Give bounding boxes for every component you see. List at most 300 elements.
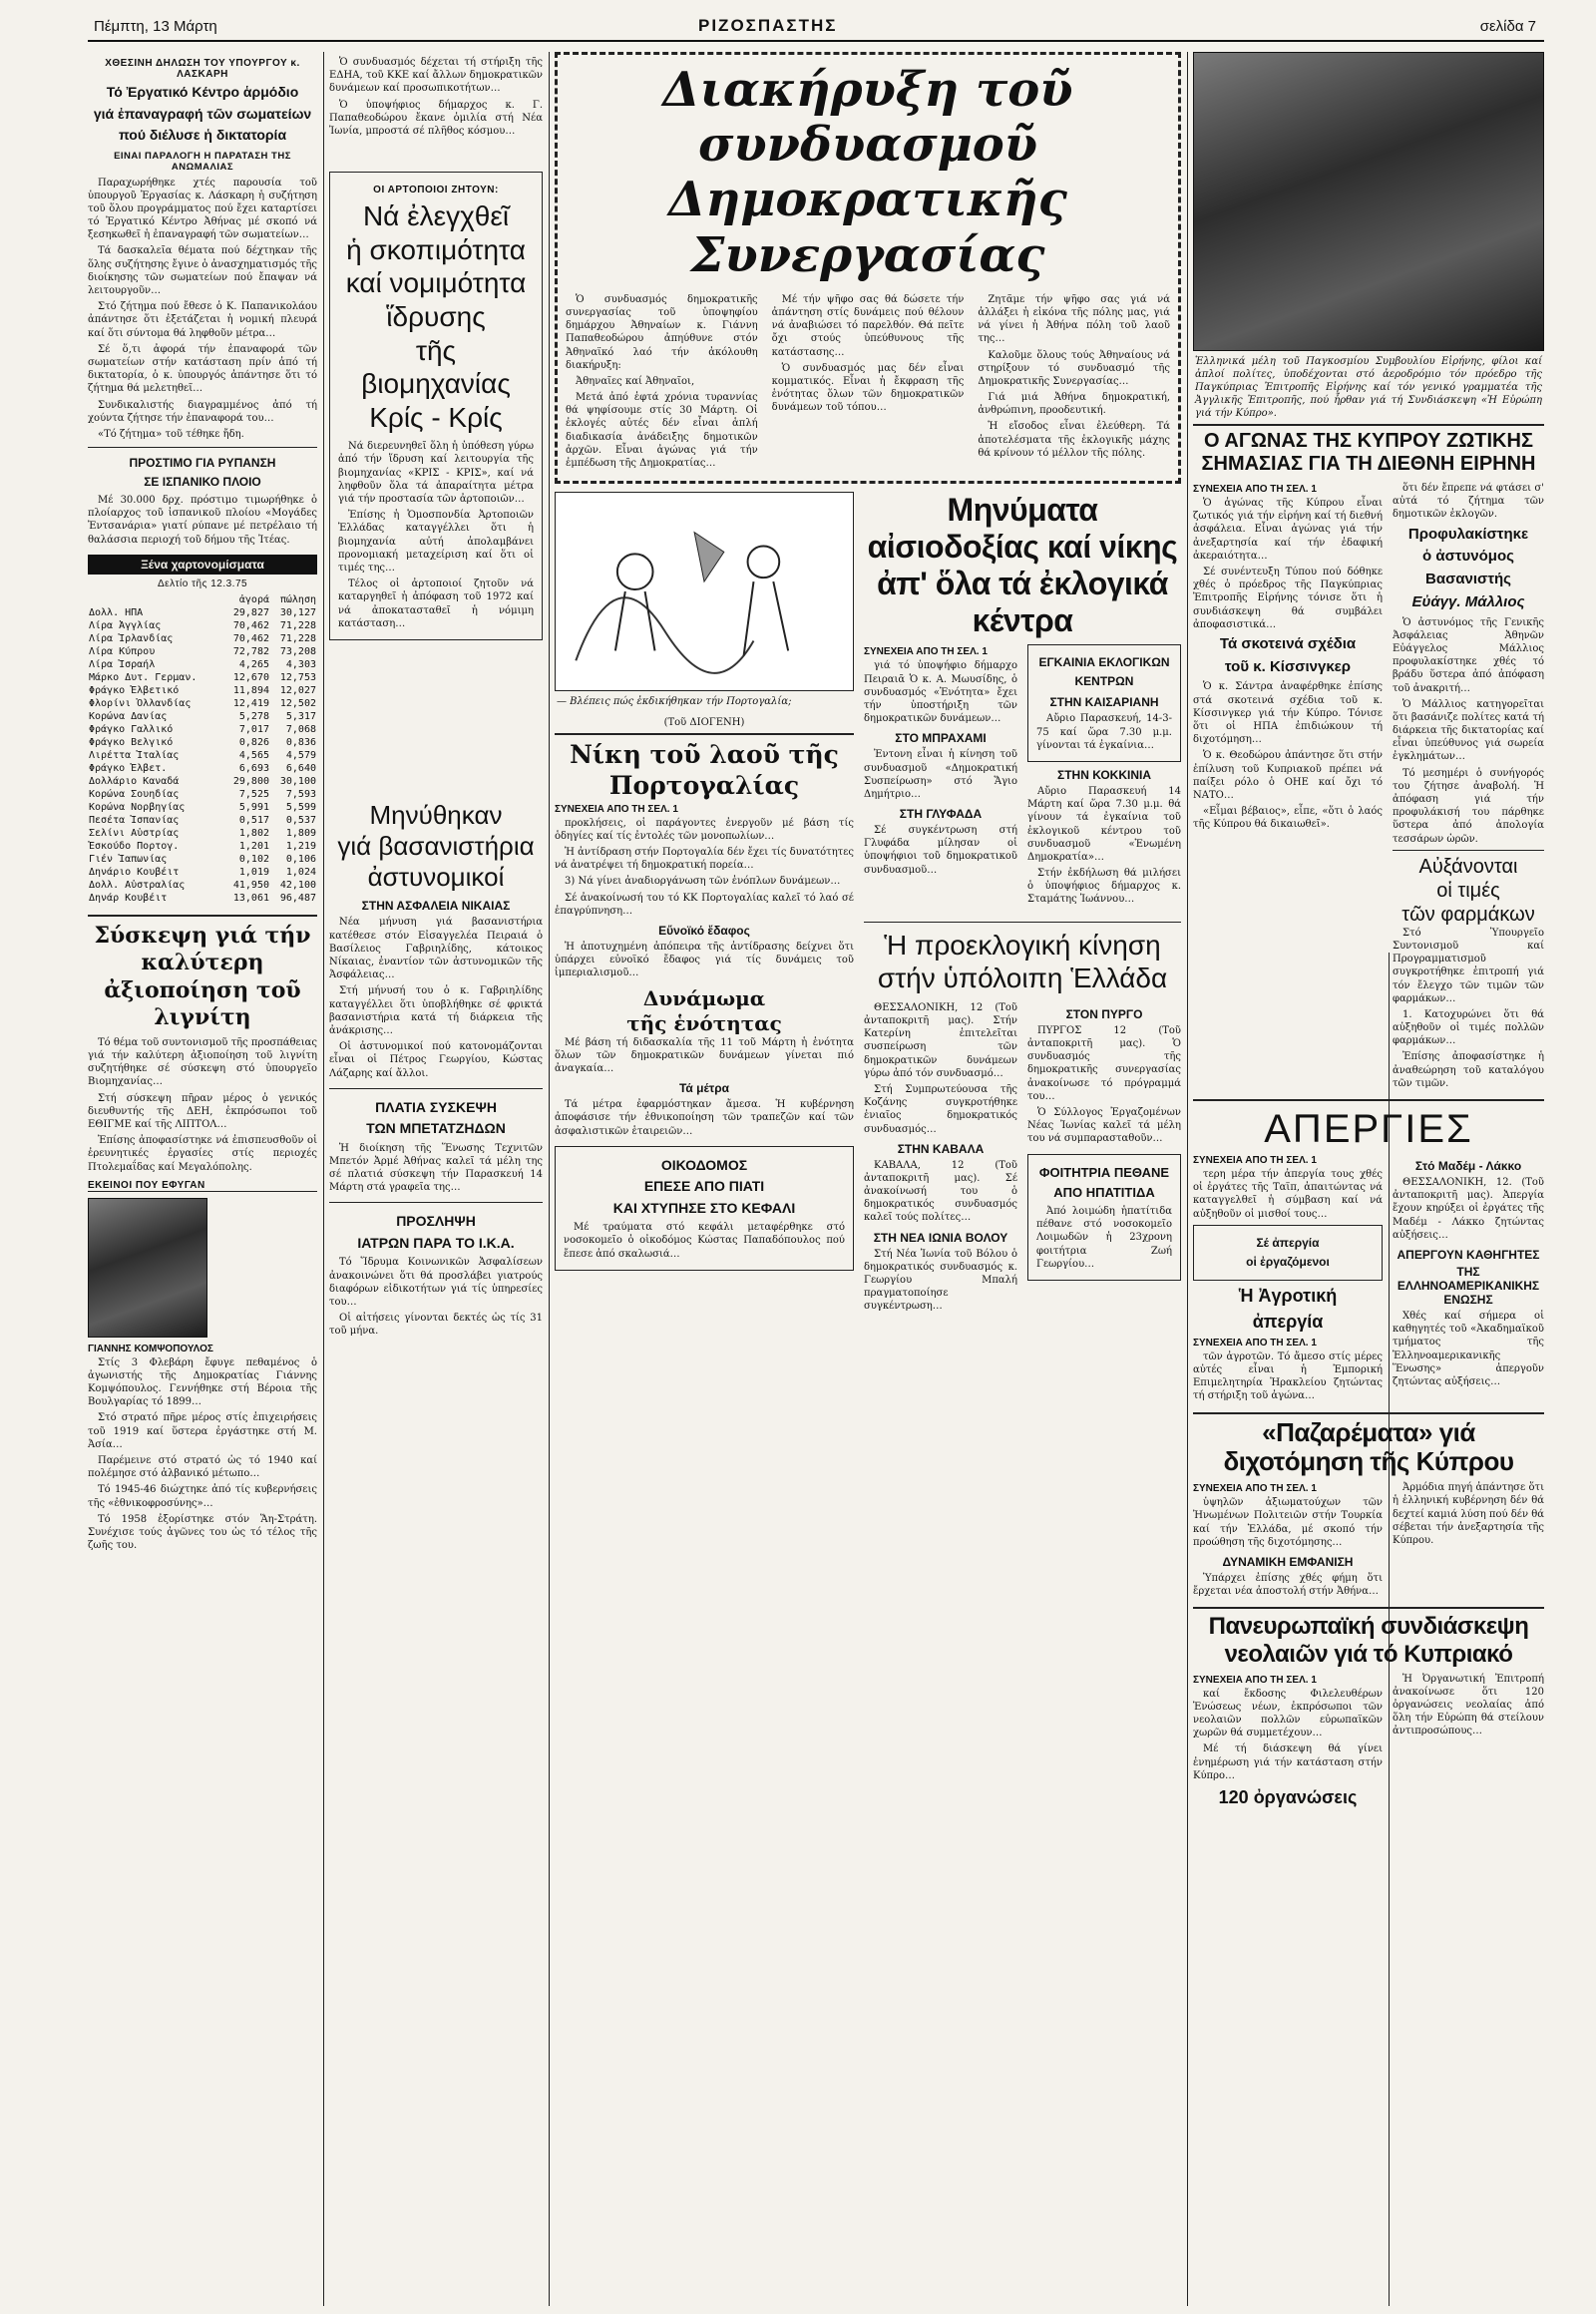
article-title: ΠΛΑΤΙΑ ΣΥΣΚΕΨΗ: [375, 1098, 497, 1115]
rates-cell-sell: 6,640: [285, 762, 316, 774]
rates-cell-name: Λίρα Ἰσραήλ: [89, 658, 156, 670]
article-title: ΦΟΙΤΗΤΡΙΑ ΠΕΘΑΝΕ: [1038, 1164, 1170, 1180]
article-drug-prices: [1393, 850, 1544, 1090]
rates-cell-buy: 0,517: [238, 814, 269, 826]
paragraph: Ζητᾶμε τήν ψῆφο σας γιά νά ἀλλάξει ἡ εἰκόνα τῆς πόλης μας, γιά νά γίνει ἡ Ἀθήνα πόλη τοῦ λαοῦ της…: [978, 293, 1171, 345]
paragraph: προκλήσεις, οἱ παράγοντες ἐνεργοῦν μέ βάση τίς ὁδηγίες καί τίς ἐντολές τῶν μονοπωλίων…: [555, 817, 854, 842]
rates-cell-buy: 7,525: [238, 788, 269, 800]
rates-cell-name: Φράγκο Ἑλβετ.: [89, 762, 168, 774]
paragraph: Ἡ Ὀργανωτική Ἐπιτροπή ἀνακοίνωσε ὅτι 120 ὀργανώσεις νεολαίας ἀπό ὅλη τήν Εὐρώπη θά στείλουν ἀντιπροσώπους…: [1393, 1673, 1544, 1737]
lead-lower: [555, 492, 1181, 1316]
paragraph: Νά διερευνηθεῖ ὅλη ἡ ὑπόθεση γύρω ἀπό τήν ἵδρυση καί λειτουργία τῆς βιομηχανίας «ΚΡΙΣ - ΚΡΙΣ», καί νά ληφθοῦν ὅλα τά ἀπαραίτητα μέτρα γιά τήν προστασία τῶν ἀρτοποιῶν…: [338, 441, 534, 506]
paragraph: Σέ συγκέντρωση στή Γλυφάδα μίλησαν οἱ ὑποψήφιοι τοῦ δημοκρατικοῦ συνδυασμοῦ…: [864, 825, 1017, 876]
paragraph: Μέ τραύματα στό κεφάλι μεταφέρθηκε στό νοσοκομεῖο ὁ οἰκοδόμος Κώστας Παπαδόπουλος πού ἔπεσε ἀπό σκαλωσιά…: [564, 1222, 845, 1260]
rates-cell-name: Φράγκο Βελγικό: [89, 736, 174, 748]
section-subhead: ΣΤΟΝ ΠΥΡΓΟ: [1065, 1006, 1143, 1021]
optimism-column: [864, 492, 1181, 1316]
paragraph: Αὔριο Παρασκευή 14 Μάρτη καί ὥρα 7.30 μ.μ. θά γίνουν τά ἐγκαίνια τοῦ ἐκλογικοῦ κέντρου τοῦ συνδυασμοῦ «Ἑνωμένη Δημοκρατία»…: [1027, 785, 1181, 863]
section-subhead: ἀπεργία: [1252, 1312, 1324, 1333]
paragraph: Ὁ κ. Θεοδώρου ἀπάντησε ὅτι στήν ἐπίλυση τοῦ Κυπριακοῦ πρέπει νά παίξει ρόλο ὁ ΟΗΕ καί ὄχι τό ΝΑΤΟ…: [1193, 750, 1383, 801]
rates-cell-buy: 70,462: [232, 619, 269, 631]
section-subhead: ΣΤΗΝ ΚΑΒΑΛΑ: [897, 1141, 985, 1156]
cyprus-police-row: [1193, 482, 1544, 1093]
exchange-rates: [88, 555, 317, 905]
photo-caption: Ἑλληνικά μέλη τοῦ Παγκοσμίου Συμβουλίου Εἰρήνης, φίλοι καί ἀπλοί πολίτες, ὑποδέχονται στό ἀεροδρόμιο τόν πρόεδρο τῆς Παγκύπριας Ἐπιτροπῆς Εἰρήνης καί τόν γενικό γραμματέα τῆς Ἀγγλικῆς Ἐπιτροπῆς, πού ἦρθαν γιά τή Συνδιάσκεψη «Ἡ Εὐρώπη γιά τήν Κύπρο».: [1195, 356, 1542, 419]
rates-cell-sell: 12,027: [279, 684, 316, 696]
article-title: ἡ σκοπιμότητα: [346, 233, 526, 265]
rates-cell-sell: 12,753: [279, 671, 316, 683]
paragraph: «Τό ζήτημα» τοῦ τέθηκε ἤδη.: [98, 428, 244, 440]
paragraph: Ἐπίσης ἀποφασίστηκε νά ἐπισπευσθοῦν οἱ ἐρευνητικές ἐργασίες στίς περιοχές Πτολεμαΐδας καί Μεγαλόπολης.: [88, 1135, 317, 1173]
rates-row: [88, 645, 317, 658]
rates-cell-name: Δολλάριο Καναδά: [89, 775, 180, 787]
portugal-column: [555, 492, 854, 1316]
paragraph: ὑψηλῶν ἀξιωματούχων τῶν Ἠνωμένων Πολιτειῶν στήν Τουρκία καί τήν Ἑλλάδα, μέ σκοπό τήν προώθηση τῆς διχοτόμησης…: [1193, 1497, 1383, 1548]
article-title: ΤΩΝ ΜΠΕΤΑΤΖΗΔΩΝ: [366, 1120, 506, 1137]
rates-cell-name: Σελίνι Αὐστρίας: [89, 827, 180, 839]
rates-row: [88, 749, 317, 762]
rates-cell-name: Κορώνα Σουηδίας: [89, 788, 180, 800]
section-subhead: ΔΥΝΑΜΙΚΗ ΕΜΦΑΝΙΣΗ: [1222, 1555, 1354, 1570]
rates-cell-name: Φλορίνι Ὁλλανδίας: [89, 697, 192, 709]
section-subhead: ΣΤΟ ΜΠΡΑΧΑΜΙ: [895, 731, 987, 746]
column-rule: [1187, 52, 1188, 2306]
paragraph: Ὁ συνδυασμός δημοκρατικῆς συνεργασίας τοῦ ὑποψηφίου δημάρχου Ἀθηναίων κ. Γιάννη Παπαθεοδώρου ἀπηύθυνε στόν Ἀθηναϊκό λαό τήν ἀκόλουθη διακήρυξη:: [566, 293, 758, 371]
paragraph: Ἐπίσης ἀποφασίστηκε ἡ ἀναθεώρηση τοῦ καταλόγου τῶν τιμῶν.: [1393, 1051, 1544, 1089]
rates-row: [88, 736, 317, 749]
article-title: Μηνύθηκαν: [369, 799, 503, 830]
paragraph: τῶν ἀγροτῶν. Τό ἄμεσο στίς μέρες αὐτές εἶναι ἡ Ἐμπορική Επιμελητηρία Ἡρακλείου ζητώντας τή στήριξη τοῦ ἀγώνα…: [1193, 1350, 1383, 1402]
article-title: ΕΠΕΣΕ ΑΠΟ ΠΙΑΤΙ: [643, 1178, 765, 1195]
paragraph: Μετά ἀπό ἑφτά χρόνια τυραννίας θά ψηφίσουμε στίς 30 Μάρτη. Οἱ ἐκλογές αὐτές δέν εἶναι ἁπλή διαδικασία ἀνάδειξης δημοτικῶν ἀρχῶν. Εἶναι ἀγώνας γιά τήν ἐμπέδωση τῆς Δημοκρατίας…: [566, 392, 758, 469]
rates-cell-sell: 71,228: [279, 619, 316, 631]
paragraph: Ἡ ἀποτυχημένη ἀπόπειρα τῆς ἀντίδρασης δείχνει ὅτι ὑπάρχει εὐνοϊκό ἔδαφος γιά τίς δυνάμεις τοῦ ἰμπεριαλισμοῦ…: [555, 942, 854, 979]
paragraph: Σέ ἀνακοίνωσή του τό ΚΚ Πορτογαλίας καλεῖ τό λαό σέ ἐπαγρύπνηση…: [555, 892, 854, 917]
paragraph: Νέα μήνυση γιά βασανιστήρια κατέθεσε στόν Εἰσαγγελέα Πειραιά ὁ Βασίλειος Γαβριηλίδης, κάτοικος Νίκαιας, ἐναντίον τῶν ἀστυνομικῶν τῆς Ἀσφάλειας…: [329, 917, 543, 981]
article-province: [864, 922, 1181, 1317]
section-subhead: ΣΤΗΝ ΚΟΚΚΙΝΙΑ: [1057, 767, 1151, 782]
rates-cell-sell: 1,809: [285, 827, 316, 839]
rates-row: [88, 632, 317, 645]
rates-cell-sell: 73,208: [279, 645, 316, 657]
paragraph: Τό 1945-46 διώχτηκε ἀπό τίς κυβερνήσεις τῆς «ἐθνικοφροσύνης»…: [88, 1484, 317, 1509]
paragraph: Στή σύσκεψη πῆραν μέρος ὁ γενικός διευθυντής τῆς ΔΕΗ, ἐκπρόσωποι τοῦ ΕΘΙΓΜΕ καί τῆς ΛΙΠΤΟΛ…: [88, 1092, 317, 1130]
paragraph: Ὁ Σύλλογος Ἐργαζομένων Νέας Ἰωνίας καλεῖ τά μέλη του νά συμπαρασταθοῦν…: [1027, 1106, 1181, 1145]
article-title: Ο ΑΓΩΝΑΣ ΤΗΣ ΚΥΠΡΟΥ ΖΩΤΙΚΗΣ: [1193, 424, 1544, 453]
article-title: ἀξιοποίηση τοῦ λιγνίτη: [104, 976, 301, 1031]
paragraph: Στίς 3 Φλεβάρη ἔφυγε πεθαμένος ὁ ἀγωνιστής τῆς Δημοκρατίας Γιάννης Κομψόπουλος. Γεννήθηκε στή Βέροια τῆς Βουλγαρίας τό 1899…: [88, 1356, 317, 1408]
article-dateline: ΣΥΝΕΧΕΙΑ ΑΠΟ ΤΗ ΣΕΛ. 1: [1193, 1337, 1317, 1349]
section-subhead: ΣΤΗ ΓΛΥΦΑΔΑ: [899, 807, 983, 822]
article-title: τῆς βιομηχανίας: [361, 334, 511, 400]
section-subhead: Στό Μαδέμ - Λάκκο: [1414, 1159, 1522, 1173]
cartoon-drawing: [556, 493, 853, 690]
paragraph: Συνδικαλιστής διαγραμμένος ἀπό τή χούντα ζήτησε τήν ἐπαναφορά του…: [88, 399, 317, 424]
paragraph: Τά μέτρα ἐφαρμόστηκαν ἄμεσα. Ἡ κυβέρνηση ἀποφάσισε τήν ἐθνικοποίηση τῶν τραπεζῶν καί τῶν ἀσφαλιστικῶν ἑταιρειῶν…: [555, 1099, 854, 1137]
paragraph: ΠΥΡΓΟΣ 12 (Τοῦ ἀνταποκριτῆ μας). Ὁ συνδυασμός τῆς δημοκρατικῆς συνεργασίας ἀνακοίνωσε τό πρόγραμμά του…: [1027, 1024, 1181, 1102]
article-title: ΠΡΟΣΤΙΜΟ ΓΙΑ ΡΥΠΑΝΣΗ: [129, 456, 276, 471]
paragraph: Στή Συμπρωτεύουσα τῆς Κοζάνης συγκροτήθηκε ἑνιαῖος δημοκρατικός συνδυασμός…: [864, 1083, 1017, 1135]
section-subhead: 120 ὀργανώσεις: [1218, 1786, 1358, 1807]
rates-cell-name: Ἐσκούδο Πορτογ.: [89, 840, 180, 852]
article-title: Νίκη τοῦ λαοῦ τῆς Πορτογαλίας: [570, 740, 839, 801]
header-rule: [88, 40, 1544, 42]
paragraph: Τό θέμα τοῦ συντονισμοῦ τῆς προσπάθειας γιά τήν καλύτερη ἀξιοποίηση τοῦ λιγνίτη συζητήθηκε σέ σύσκεψη στό ὑπουργεῖο Βιομηχανίας…: [88, 1036, 317, 1088]
box-title: οἱ ἐργαζόμενοι: [1246, 1254, 1330, 1269]
rates-cell-buy: 12,419: [232, 697, 269, 709]
paragraph: Σέ ὅ,τι ἀφορά τήν ἐπαναφορά τῶν σωματείων στήν κατάσταση πρίν ἀπό τή δικτατορία, ὁ κ. ὑπουργός ἀπάντησε ὅτι τό ζήτημα θά μελετηθεῖ…: [88, 343, 317, 395]
section-subhead: ΑΠΕΡΓΟΥΝ ΚΑΘΗΓΗΤΕΣ: [1396, 1247, 1540, 1262]
article-dateline: ΣΥΝΕΧΕΙΑ ΑΠΟ ΤΗ ΣΕΛ. 1: [1193, 1483, 1317, 1495]
paragraph: Καλοῦμε ὅλους τούς Ἀθηναίους νά στηρίξουν τό συνδυασμό τῆς Δημοκρατικῆς Συνεργασίας…: [978, 349, 1171, 387]
article-kicker: ΧΘΕΣΙΝΗ ΔΗΛΩΣΗ ΤΟΥ ΥΠΟΥΡΓΟΥ κ. ΛΑΣΚΑΡΗ: [105, 58, 300, 80]
rates-cell-sell: 12,502: [279, 697, 316, 709]
rates-row: [88, 879, 317, 892]
article-youth-conference: [1193, 1607, 1544, 1812]
article-title: ΟΙΚΟΔΟΜΟΣ: [660, 1156, 748, 1173]
article-title: καί νομιμότητα: [345, 267, 527, 299]
rates-cell-name: Φράγκο Γαλλικό: [89, 723, 174, 735]
article-title: γιά βασανιστήρια: [337, 831, 535, 862]
rates-cell-buy: 6,693: [238, 762, 269, 774]
rates-cell-sell: 1,219: [285, 840, 316, 852]
paragraph: Στό Ὑπουργεῖο Συντονισμοῦ καί Προγραμματισμοῦ συγκροτήθηκε ἐπιτροπή γιά τόν ἔλεγχο τῶν τιμῶν τῶν φαρμάκων…: [1393, 927, 1544, 1004]
paragraph: Τό Ἵδρυμα Κοινωνικῶν Ἀσφαλίσεων ἀνακοινώνει ὅτι θά προσλάβει γιατρούς διαφόρων εἰδικοτήτων γιά τίς ὑπηρεσίες του…: [329, 1257, 543, 1309]
paragraph: Μέ τή διάσκεψη θά γίνει ἐνημέρωση γιά τήν κατάσταση στήν Κύπρο…: [1193, 1743, 1383, 1781]
rates-cell-buy: 70,462: [232, 632, 269, 644]
paragraph: Στό ζήτημα πού ἔθεσε ὁ Κ. Παπανικολάου ἀπάντησε ὅτι ἐξετάζεται ἡ νομική πλευρά καί ὅτι σύντομα θά ληφθοῦν μέτρα…: [88, 301, 317, 339]
rates-row: [88, 723, 317, 736]
rates-cell-sell: 1,024: [285, 866, 316, 878]
portrait-photo: [88, 1198, 207, 1338]
paragraph: Οἱ αἰτήσεις γίνονται δεκτές ὡς τίς 31 τοῦ μήνα.: [329, 1313, 543, 1338]
paragraph: «Εἶμαι βέβαιος», εἶπε, «ὅτι ὁ λαός τῆς Κύπρου θά δικαιωθεῖ».: [1193, 806, 1383, 831]
rates-cell-buy: 4,565: [238, 749, 269, 761]
section-subhead: ΣΤΗ ΝΕΑ ΙΩΝΙΑ ΒΟΛΟΥ: [873, 1230, 1008, 1245]
paragraph: Ἀθηναῖες καί Ἀθηναῖοι,: [576, 375, 695, 387]
rates-cell-name: Πεσέτα Ἰσπανίας: [89, 814, 180, 826]
article-title: ΠΡΟΣΛΗΨΗ: [396, 1213, 476, 1230]
rates-cell-sell: 0,537: [285, 814, 316, 826]
rates-cell-buy: 29,800: [232, 775, 269, 787]
rates-cell-buy: 7,017: [238, 723, 269, 735]
paragraph: Μέ 30.000 δρχ. πρόστιμο τιμωρήθηκε ὁ πλοίαρχος τοῦ ἱσπανικοῦ πλοίου «Μογάδες Ἐντσανάρια» γιατί ρύπανε μέ πετρέλαιο τή θαλάσσια περιοχή τοῦ δήμου τῆς Ἰτέας.: [88, 495, 317, 546]
article-title: Βασανιστής: [1425, 571, 1511, 588]
rates-row: [88, 684, 317, 697]
paragraph: Μέ βάση τή διδασκαλία τῆς 11 τοῦ Μάρτη ἡ ἑνότητα ὅλων τῶν δημοκρατικῶν δυνάμεων γίνεται πιό ἀναγκαία…: [555, 1036, 854, 1074]
article-bakers: [329, 172, 543, 640]
paragraph: Ἡ ἀντίδραση στήν Πορτογαλία δέν ἔχει τίς δυνατότητες νά ἀνατρέψει τή δημοκρατική πορεία…: [555, 847, 854, 872]
rates-row: [88, 788, 317, 801]
article-title: Ἡ προεκλογική κίνηση: [884, 929, 1161, 961]
rates-cell-name: Γιέν Ἰαπωνίας: [89, 853, 168, 865]
article-title: ἀστυνομικοί: [367, 862, 505, 893]
paragraph: γιά τό ὑποψήφιο δήμαρχο Πειραιᾶ Ὁ κ. Α. Μωυσίδης, ὁ συνδυασμός «Ἑνότητα» ἔχει τήν ὑποστήριξη τῶν δημοκρατικῶν δυνάμεων…: [864, 660, 1017, 725]
article-title: Νά ἐλεγχθεῖ: [362, 200, 510, 232]
article-title: Εὐάγγ. Μάλλιος: [1411, 592, 1525, 610]
rates-cell-sell: 96,487: [279, 892, 316, 904]
paragraph: τερη μέρα τήν ἀπεργία τους χθές οἱ ἐργάτες τῆς Ταϊπ, ἀπαιτώντας νά καταγγελθεῖ ἡ σύμβαση καί νά αὐξηθοῦν οἱ μισθοί τους…: [1193, 1169, 1383, 1220]
rates-cell-name: Λίρα Ἰρλανδίας: [89, 632, 174, 644]
rates-cell-name: Λίρα Κύπρου: [89, 645, 156, 657]
rates-cell-sell: 5,599: [285, 801, 316, 813]
article-cyprus: [1193, 482, 1383, 1093]
box-title: ΕΓΚΑΙΝΙΑ ΕΚΛΟΓΙΚΩΝ: [1038, 655, 1170, 670]
paragraph: Ὁ ἀγώνας τῆς Κύπρου εἶναι ζωτικός γιά τήν εἰρήνη καί τή διεθνή ἀσφάλεια. Εἶναι ἀγώνας γιά τήν ἀνεξαρτησία καί τήν ἐδαφική ἀκεραιότητα…: [1193, 498, 1383, 562]
article-obituary: [88, 1180, 317, 1553]
page-header: [0, 0, 1596, 46]
rates-cell-name: Δολλ. ΗΠΑ: [89, 606, 144, 618]
article-title: νεολαιῶν γιά τό Κυπριακό: [1224, 1641, 1513, 1668]
paragraph: Χθές καί σήμερα οἱ καθηγητές τοῦ «Ἀκαδημαϊκοῦ τμήματος τῆς Ἑλληνοαμερικανικῆς Ἕνωσης» ἀπεργοῦν ζητώντας αὐξήσεις…: [1393, 1310, 1544, 1387]
right-block: [1193, 52, 1544, 1812]
rates-cell-name: Κορώνα Νορβηγίας: [89, 801, 186, 813]
paragraph: Μέ τήν ψῆφο σας θά δώσετε τήν ἀπάντηση στίς δυνάμεις πού θέλουν νά ἀναβιώσει τό παρελθόν. Θά πεῖτε ὄχι στούς ὑπεύθυνους τῆς κατάστασης…: [771, 293, 965, 358]
paragraph: Παραχωρήθηκε χτές παρουσία τοῦ ὑπουργοῦ Ἐργασίας κ. Λάσκαρη ἡ συζήτηση τοῦ ὅλου προγράμματος πού ἔχει καταρτίσει τό Ἐργατικό Κέντρο Ἀθήνας μέ σκοπό νά ξεσηκωθεῖ ἡ ἐπαναγραφή τῶν σωματείων…: [88, 177, 317, 241]
article-title: Προφυλακίστηκε: [1407, 525, 1529, 543]
rates-row: [88, 814, 317, 827]
article-body: [88, 177, 317, 442]
article-labor-center-continued: [329, 56, 543, 138]
lead-title: Διακήρυξη τοῦ συνδυασμοῦ: [662, 62, 1073, 174]
rates-cell-buy: 4,265: [238, 658, 269, 670]
rates-cell-buy: 12,670: [232, 671, 269, 683]
rates-row: [88, 762, 317, 775]
column-rule: [549, 52, 550, 2306]
column-rule: [323, 52, 324, 2306]
article-dateline: ΣΥΝΕΧΕΙΑ ΑΠΟ ΤΗ ΣΕΛ. 1: [555, 803, 678, 815]
article-dateline: ΣΥΝΕΧΕΙΑ ΑΠΟ ΤΗ ΣΕΛ. 1: [864, 646, 988, 658]
paragraph: Αὔριο Παρασκευή, 14-3-75 καί ὥρα 7.30 μ.μ. γίνονται τά ἐγκαίνια…: [1036, 713, 1172, 751]
article-dateline: ΣΥΝΕΧΕΙΑ ΑΠΟ ΤΗ ΣΕΛ. 1: [1193, 1155, 1317, 1166]
section-subhead: τῆς ἑνότητας: [626, 1010, 782, 1035]
rates-row: [88, 840, 317, 853]
article-partition: [1193, 1412, 1544, 1602]
rates-cell-buy: 13,061: [232, 892, 269, 904]
section-subhead: Δυνάμωμα: [642, 985, 766, 1010]
article-title: Πανευρωπαϊκή συνδιάσκεψη: [1208, 1613, 1529, 1641]
box-title: Σέ ἀπεργία: [1256, 1235, 1320, 1250]
paragraph: Στήν ἐκδήλωση θά μιλήσει ὁ ὑποψήφιος δήμαρχος κ. Σταμάτης Ἰωάννου…: [1027, 868, 1181, 906]
rates-cell-buy: 5,991: [238, 801, 269, 813]
article-lignite: [88, 915, 317, 1174]
paragraph: Ὁ κ. Σάντρα ἀναφέρθηκε ἐπίσης στά σκοτεινά σχέδια τοῦ κ. Κίσσινγκερ γιά τήν Κύπρο. Τόνισε ὅτι οἱ ΗΠΑ ἐπιδιώκουν τή διχοτόμηση…: [1193, 681, 1383, 746]
article-title: ΚΑΙ ΧΤΥΠΗΣΕ ΣΤΟ ΚΕΦΑΛΙ: [612, 1199, 796, 1216]
rates-row: [88, 697, 317, 710]
cartoon-caption: — Βλέπεις πώς ἐκδικήθηκαν τήν Πορτογαλία;: [557, 696, 792, 708]
rates-cell-name: Κορώνα Δανίας: [89, 710, 168, 722]
rates-cell-sell: 71,228: [279, 632, 316, 644]
paragraph: Τό μεσημέρι ὁ συνήγορός του ζήτησε ἀναβολή. Ἡ ἀπόφαση γιά τήν προφυλάκισή του πάρθηκε ὕστερα ἀπό ἀπολογία τεσσάρων ὡρῶν.: [1393, 767, 1544, 845]
article-title: γιά ἐπαναγραφή τῶν σωματείων: [93, 105, 312, 122]
rates-banner: Ξένα χαρτονομίσματα: [88, 555, 317, 575]
paragraph: Ἡ διοίκηση τῆς Ἕνωσης Τεχνιτῶν Μπετόν Ἀρμέ Ἀθήνας καλεῖ τά μέλη της σέ πλατιά σύσκεψη τήν Παρασκευή 14 Μάρτη στά γραφεῖα της…: [329, 1142, 543, 1194]
rates-cell-buy: 0,826: [238, 736, 269, 748]
rates-col-sell: πώληση: [279, 593, 316, 605]
paragraph: Σέ συνέντευξη Τύπου πού δόθηκε χθές ὁ πρόεδρος τῆς Παγκύπριας Ἐπιτροπῆς Εἰρήνης τόνισε ὅτι ἡ συνδιάσκεψη θά συμβάλει ἀποφασιστικά…: [1193, 566, 1383, 630]
rates-cell-buy: 11,894: [232, 684, 269, 696]
paragraph: Ὁ Μάλλιος κατηγορεῖται ὅτι βασάνιζε πολίτες κατά τή διάρκεια τῆς δικτατορίας καί εἶναι ὑπεύθυνος γιά σωρεία ἐγκλημάτων…: [1393, 698, 1544, 763]
section-subhead: Ἡ Ἀγροτική: [1238, 1285, 1338, 1306]
paragraph: 3) Νά γίνει ἀναδιοργάνωση τῶν ἐνόπλων δυνάμεων…: [565, 876, 841, 888]
strike-subbox: [1193, 1225, 1383, 1281]
article-title: ὁ ἀστυνόμος: [1422, 548, 1514, 566]
article-police-arrest: [1393, 482, 1544, 1093]
paragraph: Ὁ ἀστυνόμος τῆς Γενικῆς Ἀσφάλειας Ἀθηνῶν Εὐάγγελος Μάλλιος προφυλακίστηκε χθές τό βράδυ ὕστερα ἀπό ἀπόφαση τοῦ ἀνακριτή…: [1393, 616, 1544, 694]
article-bricklayer: [555, 1146, 854, 1271]
rates-cell-sell: 30,100: [279, 775, 316, 787]
paragraph: Στό στρατό πῆρε μέρος στίς ἐπιχειρήσεις τοῦ 1919 καί ὕστερα ἐργάστηκε στή Μ. Ἀσία…: [88, 1412, 317, 1450]
article-title: Μηνύματα αἰσιοδοξίας καί νίκης: [867, 492, 1178, 565]
rates-row: [88, 606, 317, 619]
rates-cell-buy: 5,278: [238, 710, 269, 722]
rates-col-buy: ἀγορά: [238, 593, 269, 605]
section-subhead: τοῦ κ. Κίσσινγκερ: [1224, 657, 1352, 675]
rates-row: [88, 853, 317, 866]
column-1: [88, 52, 317, 1555]
rates-cell-buy: 0,102: [238, 853, 269, 865]
rates-cell-name: Λίρα Ἀγγλίας: [89, 619, 162, 631]
article-subtitle: ΕΙΝΑΙ ΠΑΡΑΛΟΓΗ Η ΠΑΡΑΤΑΣΗ ΤΗΣ ΑΝΩΜΑΛΙΑΣ: [114, 150, 291, 173]
paragraph: 1. Κατοχυρώνει ὅτι θά αὐξηθοῦν οἱ τιμές πολλῶν φαρμάκων…: [1393, 1008, 1544, 1047]
paragraph: ὅτι δέν ἔπρεπε νά φτάσει σ' αὐτά τό ζήτημα τῶν δημοτικῶν ἐκλογῶν.: [1393, 483, 1544, 521]
paragraph: Ἐπίσης ἡ Ὁμοσπονδία Ἀρτοποιῶν Ἑλλάδας καταγγέλλει ὅτι ἡ βιομηχανία αὐτή ἀπολαμβάνει προνομιακή μεταχείριση καί ὅτι οἱ τιμές της…: [338, 510, 534, 574]
article-torture: [329, 800, 543, 1080]
article-ika-doctors: [329, 1202, 543, 1338]
portrait-name: ΓΙΑΝΝΗΣ ΚΟΜΨΟΠΟΥΛΟΣ: [88, 1343, 213, 1354]
rates-cell-name: Δηνάριο Κουβέιτ: [89, 866, 180, 878]
article-pollution-fine: [88, 447, 317, 547]
paragraph: Στή μήνυσή του ὁ κ. Γαβριηλίδης καταγγέλλει ὅτι ὑποβλήθηκε σέ φρικτά βασανιστήρια κατά τή διάρκεια τῆς ἀνάκρισης…: [329, 985, 543, 1036]
lead-body: [566, 293, 1170, 473]
rates-cell-sell: 30,127: [279, 606, 316, 618]
box-campaign-openings: [1027, 644, 1181, 762]
cartoon-credit: (Τοῦ ΔΙΟΓΕΝΗ): [663, 717, 745, 729]
rates-row: [88, 866, 317, 879]
rates-cell-name: Φράγκο Ἑλβετικό: [89, 684, 180, 696]
rates-cell-buy: 1,802: [238, 827, 269, 839]
article-dateline: ΣΥΝΕΧΕΙΑ ΑΠΟ ΤΗ ΣΕΛ. 1: [1193, 484, 1317, 495]
lead-title: Δημοκρατικῆς Συνεργασίας: [668, 172, 1067, 283]
rates-row: [88, 710, 317, 723]
issue-date: Πέμπτη, 13 Μάρτη: [94, 18, 217, 35]
paragraph: Στή Νέα Ἰωνία τοῦ Βόλου ὁ δημοκρατικός συνδυασμός κ. Γεωργίου Μπαλή πραγματοποίησε συγκέντρωση…: [864, 1248, 1017, 1313]
rates-cell-buy: 1,201: [238, 840, 269, 852]
rates-cell-sell: 5,317: [285, 710, 316, 722]
article-title: τῶν φαρμάκων: [1401, 903, 1535, 926]
article-title: ΣΗΜΑΣΙΑΣ ΓΙΑ ΤΗ ΔΙΕΘΝΗ ΕΙΡΗΝΗ: [1201, 453, 1536, 475]
rates-cell-sell: 0,836: [285, 736, 316, 748]
rates-table: [88, 593, 317, 905]
paragraph: Ἡ εἴσοδος εἶναι ἐλεύθερη. Τά ἀποτελέσματα τῆς ἐκλογικῆς μάχης θά κρίνουν τό μέλλον τῆς πόλης.: [978, 421, 1171, 459]
article-title: στήν ὑπόλοιπη Ἑλλάδα: [877, 963, 1168, 994]
article-title: ΣΕ ΙΣΠΑΝΙΚΟ ΠΛΟΙΟ: [144, 475, 261, 490]
news-photo: [1193, 52, 1544, 351]
paragraph: καί ἔκδοσης Φιλελευθέρων Ἑνώσεως νέων, ἐκπρόσωποι τῶν νεολαιῶν πολλῶν εὐρωπαϊκῶν χωρῶν θά συμμετέχουν…: [1193, 1688, 1383, 1739]
article-portugal: [555, 733, 854, 1138]
rates-cell-sell: 4,303: [285, 658, 316, 670]
rates-cell-sell: 42,100: [279, 879, 316, 891]
article-title: ΙΑΤΡΩΝ ΠΑΡΑ ΤΟ Ι.Κ.Α.: [357, 1234, 515, 1251]
section-kicker: ΕΚΕΙΝΟΙ ΠΟΥ ΕΦΥΓΑΝ: [88, 1180, 317, 1192]
paragraph: ΚΑΒΑΛΑ, 12 (Τοῦ ἀνταποκριτῆ μας). Σέ ἀνακοίνωσή του ὁ δημοκρατικός συνδυασμός καλεῖ τούς πολίτες…: [864, 1159, 1017, 1224]
article-title: «Παζαρέματα» γιά: [1262, 1416, 1475, 1447]
article-title: ΑΠΟ ΗΠΑΤΙΤΙΔΑ: [1053, 1184, 1155, 1200]
rates-cell-sell: 4,579: [285, 749, 316, 761]
rates-cell-sell: 7,068: [285, 723, 316, 735]
paragraph: Γιά μιά Ἀθήνα δημοκρατική, ἀνθρώπινη, προοδευτική.: [978, 392, 1171, 417]
paragraph: Οἱ ἀστυνομικοί πού κατονομάζονται εἶναι οἱ Πέτρος Γεωργίου, Κώστας Λάζαρης καί ἄλλοι.: [329, 1041, 543, 1079]
paragraph: ΘΕΣΣΑΛΟΝΙΚΗ, 12 (Τοῦ ἀνταποκριτῆ μας). Στήν Κατερίνη ἐπιτελεῖται συσπείρωση τῶν δημοκρατικῶν δυνάμεων γύρω ἀπό τόν συνδυασμό…: [864, 1001, 1017, 1079]
rates-cell-name: Λιρέττα Ἰταλίας: [89, 749, 180, 761]
rates-cell-buy: 29,827: [232, 606, 269, 618]
editorial-cartoon: [555, 492, 854, 691]
rates-row: [88, 892, 317, 905]
article-title: Τό Ἐργατικό Κέντρο ἁρμόδιο: [106, 84, 299, 100]
rates-subtitle: Δελτίο τῆς 12.3.75: [157, 578, 248, 589]
lead-article-box: [555, 52, 1181, 484]
article-concrete-workers: [329, 1088, 543, 1195]
article-strikes: [1193, 1099, 1544, 1406]
paragraph: Ὁ ὑποψήφιος δήμαρχος κ. Γ. Παπαθεοδώρου ἔκανε ὁμιλία στή Νέα Ἰωνία, μπροστά σέ πλῆθος κόσμου…: [329, 99, 543, 137]
paragraph: Παρέμεινε στό στρατό ὡς τό 1940 καί πολέμησε στό ἀλβανικό μέτωπο…: [88, 1455, 317, 1480]
rates-row: [88, 827, 317, 840]
article-title: πού διέλυσε ἡ δικτατορία: [118, 127, 287, 143]
article-title: ΑΠΕΡΓΙΕΣ: [1264, 1107, 1473, 1151]
section-subhead: Τά σκοτεινά σχέδια: [1219, 634, 1357, 652]
rates-row: [88, 658, 317, 671]
article-title: ἵδρυσης: [386, 300, 486, 332]
paragraph: Ἀρμόδια πηγή ἀπάντησε ὅτι ἡ ἐλληνική κυβέρνηση δέν θά δεχτεί καμιά λύση πού δέν θά σέβεται τήν ἀνεξαρτησία τῆς Κύπρου.: [1393, 1482, 1544, 1547]
rates-cell-buy: 72,782: [232, 645, 269, 657]
section-subhead: ΣΤΗΝ ΚΑΙΣΑΡΙΑΝΗ: [1049, 695, 1159, 710]
paragraph: ΘΕΣΣΑΛΟΝΙΚΗ, 12. (Τοῦ ἀνταποκριτῆ μας). Ἀπεργία ἔχουν κηρύξει οἱ ἐργάτες τῆς Μαδέμ - Λάκκο ζητώντας αὐξήσεις…: [1393, 1177, 1544, 1241]
rates-cell-buy: 41,950: [232, 879, 269, 891]
article-title: οἱ τιμές: [1436, 879, 1500, 902]
article-subtitle: ΣΤΗΝ ΑΣΦΑΛΕΙΑ ΝΙΚΑΙΑΣ: [361, 899, 511, 914]
rates-cell-name: Δολλ. Αὐστραλίας: [89, 879, 186, 891]
rates-cell-name: Δηνάρ Κουβέιτ: [89, 892, 168, 904]
rates-row: [88, 671, 317, 684]
lead-article: [555, 52, 1181, 1317]
article-title: Κρίς - Κρίς: [369, 401, 503, 433]
paragraph: Ἀπό λοιμώδη ἡπατίτιδα πέθανε στό νοσοκομεῖο Λοιμωδῶν ἡ 23χρονη φοιτήτρια Ζωή Γεωργίου…: [1036, 1206, 1172, 1270]
paragraph: Ὁ συνδυασμός μας δέν εἶναι κομματικός. Εἶναι ἡ ἔκφραση τῆς ἑνότητας ὅλων τῶν δημοκρατικῶν δυνάμεων τοῦ τόπου…: [771, 362, 965, 414]
paragraph: Ὑπάρχει ἐπίσης χθές φήμη ὅτι ἔρχεται νέα ἀποστολή στήν Ἀθήνα…: [1193, 1573, 1383, 1598]
article-title: Σύσκεψη γιά τήν καλύτερη: [94, 922, 311, 976]
article-labor-center: [88, 58, 317, 441]
article-dateline: ΣΥΝΕΧΕΙΑ ΑΠΟ ΤΗ ΣΕΛ. 1: [1193, 1674, 1317, 1686]
article-title: ἀπ' ὅλα τά ἐκλογικά κέντρα: [877, 565, 1168, 638]
section-subhead: Τά μέτρα: [678, 1081, 730, 1096]
article-kicker: ΟΙ ΑΡΤΟΠΟΙΟΙ ΖΗΤΟΥΝ:: [373, 185, 499, 196]
section-subhead: Εὔνοϊκό ἔδαφος: [658, 924, 750, 938]
paragraph: Ὁ συνδυασμός δέχεται τή στήριξη τῆς ΕΔΗΑ, τοῦ ΚΚΕ καί ἄλλων δημοκρατικῶν δυνάμεων καί προσωπικοτήτων…: [329, 57, 543, 95]
paragraph: Τό 1958 ἐξορίστηκε στόν Ἅη-Στράτη. Συνέχισε τούς ἀγῶνες του ὡς τό τέλος τῆς ζωῆς του.: [88, 1513, 317, 1552]
rates-cell-name: Μάρκο Δυτ. Γερμαν.: [89, 671, 198, 683]
paragraph: Τά δασκαλεῖα θέματα πού δέχτηκαν τῆς ὅλης συζήτησης ἔγινε ὁ ἀνασχηματισμός τῆς διοίκησης τῶν σωματείων πού ἔπαψαν νά λειτουργοῦν…: [88, 245, 317, 296]
rates-cell-sell: 0,106: [285, 853, 316, 865]
paragraph: Ἐντονη εἶναι ἡ κίνηση τοῦ συνδυασμοῦ «Δημοκρατική Συσπείρωση» στό Ἅγιο Δημήτριο…: [864, 749, 1017, 800]
column-2: [329, 52, 543, 1342]
article-student-death: [1027, 1154, 1181, 1281]
page-number: σελίδα 7: [1479, 18, 1536, 35]
rates-row: [88, 619, 317, 632]
rates-cell-buy: 1,019: [238, 866, 269, 878]
section-subhead: ΤΗΣ ΕΛΛΗΝΟΑΜΕΡΙΚΑΝΙΚΗΣ ΕΝΩΣΗΣ: [1396, 1264, 1540, 1307]
rates-row: [88, 801, 317, 814]
box-title: ΚΕΝΤΡΩΝ: [1074, 674, 1134, 689]
